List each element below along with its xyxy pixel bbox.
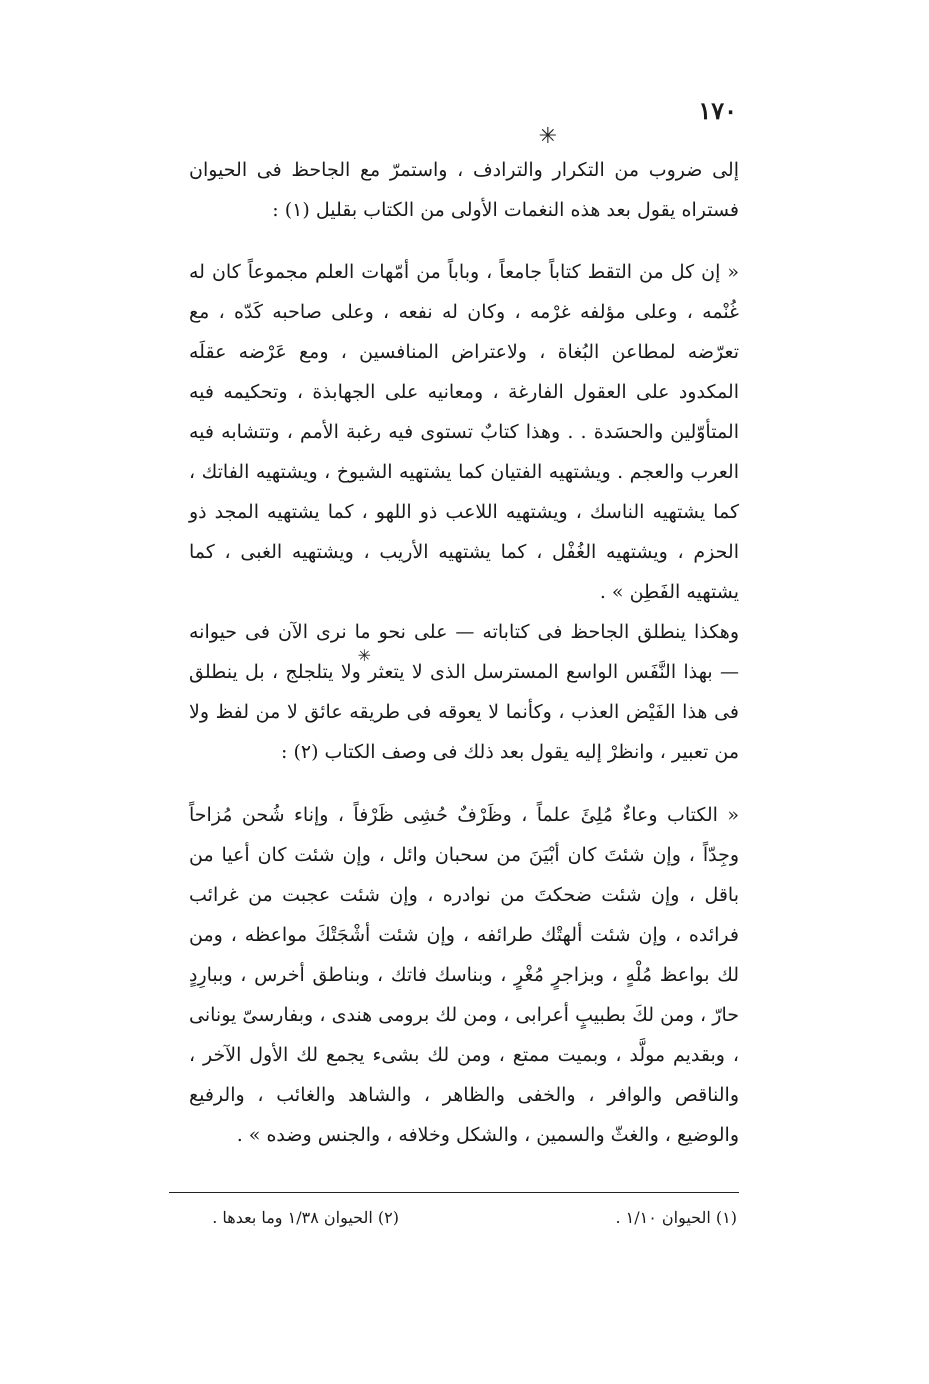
quote-paragraph-2: [189, 795, 739, 1155]
asterisk-annotation-mark-small: ✳: [357, 646, 371, 665]
asterisk-annotation-mark: ✳: [538, 124, 557, 149]
paragraph-text: « إن كل من التقط كتاباً جامعاً ، وباباً من أمّهات العلم مجموعاً كان له غُنْمه ، وعلى مؤلفه غرْمه ، وكان له نفعه ، وعلى صاحبه كَدّه ، مع تعرّضه لمطاعن البُغاة ، ولاعتراض المنافسين ، ومع عَرْضه عقلَه المكدود على العقول الفارغة ، ومعانيه على الجهابذة ، وتحكيمه فيه المتأوّلين والحسَدة . . وهذا كتابٌ تستوى فيه رغبة الأمم ، وتتشابه فيه العرب والعجم . ويشتهيه الفتيان كما يشتهيه الشيوخ ، ويشتهيه الفاتك ، كما يشتهيه الناسك ، ويشتهيه اللاعب ذو اللهو ، كما يشتهيه المجد ذو الحزم ، ويشتهيه الغُفْل ، كما يشتهيه الأريب ، ويشتهيه الغبى ، كما يشتهيه الفَطِن » .: [189, 261, 739, 603]
quote-paragraph-1: [189, 252, 739, 612]
commentary-paragraph: [189, 612, 739, 772]
paragraph-text: « الكتاب وعاءٌ مُلِئَ علماً ، وظَرْفٌ حُشِى ظَرْفاً ، وإناء شُحن مُزاحاً وجِدّاً ، وإن شئتَ كان أبْيَنَ من سحبان وائل ، وإن شئت كان أعيا من باقل ، وإن شئت ضحكتَ من نوادره ، وإن شئت عجبت من غرائب فرائده ، وإن شئت ألهتْك طرائفه ، وإن شئت أشْجَتْكَ مواعظه ، ومن لك بواعظ مُلْهٍ ، وبزاجرٍ مُغْرٍ ، وبناسك فاتك ، وبناطق أخرس ، وببارِدٍ حارّ ، ومن لكَ بطبيبٍ أعرابى ، ومن لك برومى هندى ، وبفارسىّ يونانى ، وبقديم مولَّد ، وبميت ممتع ، ومن لك بشىء يجمع لك الأول الآخر ، والناقص والوافر ، والخفى والظاهر ، والشاهد والغائب ، والرفيع والوضيع ، والغثّ والسمين ، والشكل وخلافه ، والجنس وضده » .: [189, 804, 739, 1146]
footnote-1: (١) الحيوان ١/١٠ .: [615, 1208, 737, 1227]
page-number: ١٧٠: [698, 96, 737, 125]
footnote-divider: [169, 1192, 739, 1193]
paragraph-text: وهكذا ينطلق الجاحظ فى كتاباته — على نحو ما نرى الآن فى حيوانه — بهذا النَّفَس الواسع المسترسل الذى لا يتعثر ولا يتلجلج ، بل ينطلق فى هذا الفَيْض العذب ، وكأنما لا يعوقه فى طريقه عائق لا من لفظ ولا من تعبير ، وانظرْ إليه يقول بعد ذلك فى وصف الكتاب (٢) :: [189, 621, 739, 763]
footnote-2: (٢) الحيوان ١/٣٨ وما بعدها .: [212, 1208, 399, 1227]
paragraph-text: إلى ضروب من التكرار والترادف ، واستمرّ مع الجاحظ فى الحيوان فستراه يقول بعد هذه النغمات الأولى من الكتاب بقليل (١) :: [189, 159, 739, 221]
intro-paragraph: [189, 150, 739, 230]
